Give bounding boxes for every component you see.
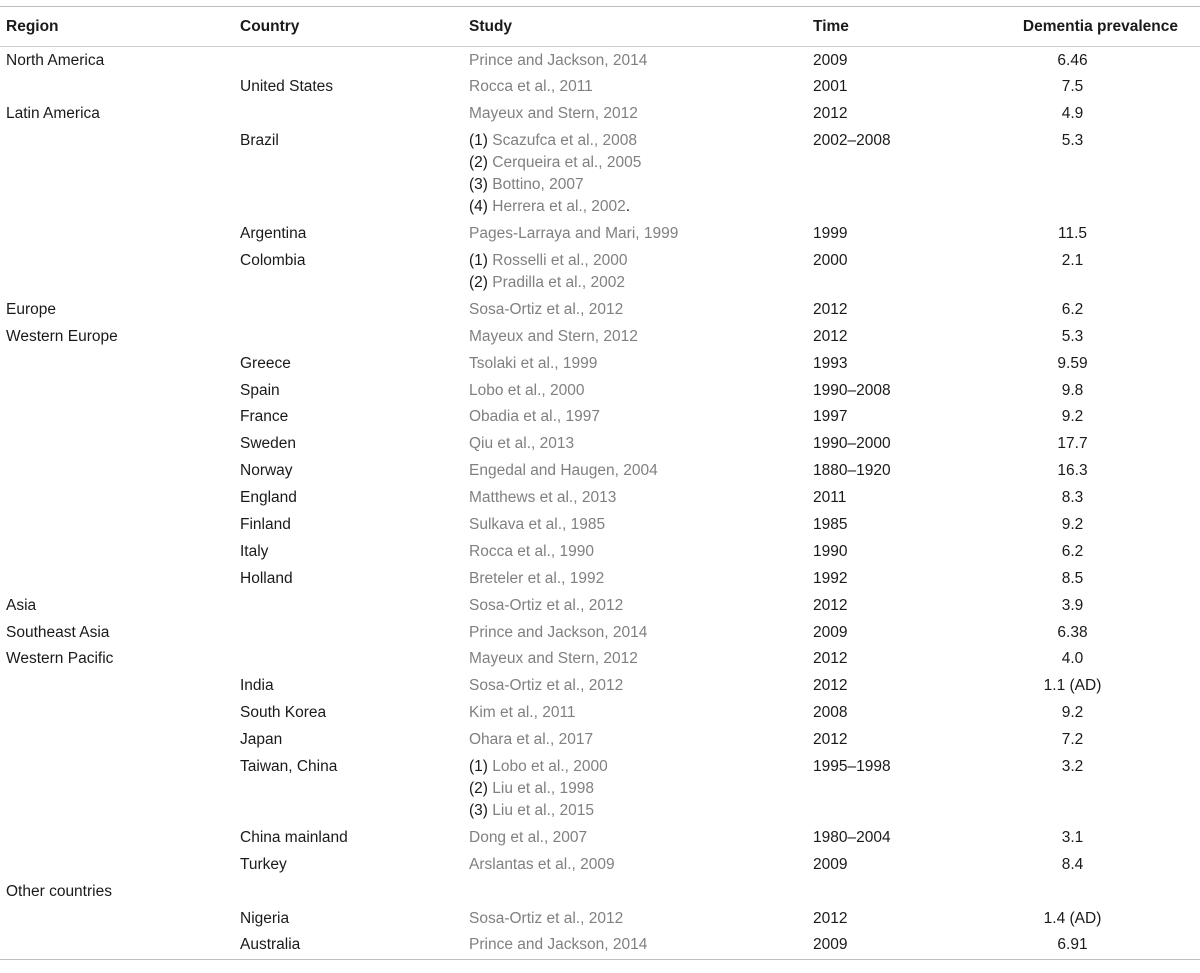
cell-study (469, 729, 813, 751)
study-citation: (1) Scazufca et al., 2008 (469, 132, 638, 150)
study-citation: (3) Bottino, 2007 (469, 176, 584, 194)
cell-study (469, 827, 813, 849)
cell-country (240, 299, 469, 321)
cell-study (469, 326, 813, 348)
cell-study (469, 541, 813, 563)
table-row (0, 753, 1200, 824)
cell-time: 1990–2008 (813, 381, 891, 399)
cell-time: 2009 (813, 936, 848, 954)
cell-country: South Korea (240, 704, 327, 722)
cell-study (469, 756, 813, 822)
cell-study (469, 380, 813, 402)
cell-prevalence: 16.3 (1057, 462, 1088, 480)
cell-region (0, 130, 240, 218)
table-row (0, 296, 1200, 323)
study-citation: Dong et al., 2007 (469, 828, 588, 846)
cell-study (469, 854, 813, 876)
header-country: Country (240, 17, 300, 35)
cell-time: 1880–1920 (813, 462, 891, 480)
cell-region (0, 223, 240, 245)
cell-country: France (240, 408, 289, 426)
table-row (0, 323, 1200, 350)
study-citation: Engedal and Haugen, 2004 (469, 462, 658, 480)
cell-study (469, 934, 813, 956)
cell-prevalence: 6.2 (1061, 542, 1084, 560)
study-citation: Mayeux and Stern, 2012 (469, 327, 638, 345)
cell-study (469, 50, 813, 72)
cell-prevalence: 7.2 (1061, 731, 1084, 749)
cell-study (469, 299, 813, 321)
cell-region (0, 854, 240, 876)
table-row (0, 128, 1200, 221)
cell-country (240, 648, 469, 670)
cell-time: 2001 (813, 78, 848, 96)
header-study: Study (469, 17, 513, 35)
study-citation: Pages-Larraya and Mari, 1999 (469, 225, 679, 243)
cell-time (813, 881, 963, 903)
cell-time: 1999 (813, 225, 848, 243)
cell-region: Southeast Asia (6, 623, 110, 641)
table-row (0, 727, 1200, 754)
cell-country (240, 622, 469, 644)
cell-region: Western Europe (6, 327, 118, 345)
cell-time: 2012 (813, 596, 848, 614)
study-citation: Arslantas et al., 2009 (469, 855, 615, 873)
study-citation: Sosa-Ortiz et al., 2012 (469, 300, 624, 318)
cell-prevalence: 8.3 (1061, 489, 1084, 507)
cell-country: Taiwan, China (240, 757, 338, 775)
cell-prevalence: 5.3 (1061, 327, 1084, 345)
cell-region (0, 541, 240, 563)
cell-time: 2012 (813, 327, 848, 345)
cell-time: 1997 (813, 408, 848, 426)
prevalence-table (0, 6, 1200, 960)
cell-country: Holland (240, 569, 293, 587)
cell-country (240, 326, 469, 348)
study-citation: Mayeux and Stern, 2012 (469, 105, 638, 123)
cell-country: United States (240, 78, 334, 96)
cell-region (0, 568, 240, 590)
table-row (0, 247, 1200, 296)
cell-study (469, 223, 813, 245)
cell-study (469, 648, 813, 670)
study-citation: Prince and Jackson, 2014 (469, 623, 648, 641)
cell-region (0, 675, 240, 697)
cell-time: 2012 (813, 677, 848, 695)
cell-region (0, 756, 240, 822)
table-row (0, 824, 1200, 851)
cell-prevalence: 9.2 (1061, 704, 1084, 722)
cell-country (240, 595, 469, 617)
cell-region (0, 353, 240, 375)
cell-prevalence: 17.7 (1057, 435, 1088, 453)
cell-study (469, 250, 813, 294)
study-citation: Lobo et al., 2000 (469, 381, 585, 399)
table-row (0, 538, 1200, 565)
cell-country: Finland (240, 515, 291, 533)
cell-study (469, 568, 813, 590)
cell-country (240, 881, 469, 903)
cell-time: 2012 (813, 650, 848, 668)
table-row (0, 878, 1200, 905)
cell-country: Colombia (240, 251, 306, 269)
study-citation: (2) Pradilla et al., 2002 (469, 273, 625, 291)
study-citation: Breteler et al., 1992 (469, 569, 605, 587)
cell-prevalence: 6.91 (1057, 936, 1088, 954)
cell-study (469, 130, 813, 218)
study-citation: Sosa-Ortiz et al., 2012 (469, 596, 624, 614)
cell-prevalence: 2.1 (1061, 251, 1084, 269)
study-citation: Sosa-Ortiz et al., 2012 (469, 909, 624, 927)
cell-region (0, 729, 240, 751)
study-citation: Rocca et al., 2011 (469, 78, 593, 96)
cell-study (469, 433, 813, 455)
cell-prevalence: 8.4 (1061, 855, 1084, 873)
cell-time: 1995–1998 (813, 757, 891, 775)
cell-country: Greece (240, 354, 291, 372)
study-citation: Sosa-Ortiz et al., 2012 (469, 677, 624, 695)
study-citation: Matthews et al., 2013 (469, 489, 617, 507)
table-row (0, 565, 1200, 592)
table-row (0, 221, 1200, 248)
cell-region: North America (6, 51, 105, 69)
study-citation: Tsolaki et al., 1999 (469, 354, 598, 372)
cell-region (0, 908, 240, 930)
cell-prevalence: 9.59 (1057, 354, 1088, 372)
cell-time: 2012 (813, 731, 848, 749)
cell-country: Japan (240, 731, 283, 749)
cell-region (0, 487, 240, 509)
cell-study (469, 908, 813, 930)
cell-prevalence: 3.1 (1061, 828, 1084, 846)
study-citation: (1) Rosselli et al., 2000 (469, 251, 628, 269)
cell-country: China mainland (240, 828, 348, 846)
cell-country: England (240, 489, 297, 507)
cell-time: 1992 (813, 569, 848, 587)
cell-prevalence: 7.5 (1061, 78, 1084, 96)
table-row (0, 619, 1200, 646)
study-citation: Kim et al., 2011 (469, 704, 576, 722)
cell-region (0, 934, 240, 956)
study-citation: Ohara et al., 2017 (469, 731, 594, 749)
study-citation: (3) Liu et al., 2015 (469, 801, 594, 819)
cell-country: Sweden (240, 435, 297, 453)
cell-country: Spain (240, 381, 280, 399)
table-row (0, 47, 1200, 74)
cell-prevalence: 9.2 (1061, 515, 1084, 533)
cell-prevalence: 4.9 (1061, 105, 1084, 123)
cell-prevalence: 9.8 (1061, 381, 1084, 399)
study-citation: Prince and Jackson, 2014 (469, 936, 648, 954)
cell-country: Australia (240, 936, 301, 954)
cell-time: 1990–2000 (813, 435, 891, 453)
table-row (0, 511, 1200, 538)
cell-study (469, 514, 813, 536)
cell-country: Turkey (240, 855, 287, 873)
cell-time: 2012 (813, 909, 848, 927)
table-row (0, 377, 1200, 404)
cell-region (0, 406, 240, 428)
table-row (0, 485, 1200, 512)
cell-country: India (240, 677, 274, 695)
study-citation: (2) Liu et al., 1998 (469, 779, 594, 797)
cell-time: 2000 (813, 251, 848, 269)
study-citation: Obadia et al., 1997 (469, 408, 600, 426)
table-row (0, 851, 1200, 878)
cell-study (469, 406, 813, 428)
cell-prevalence: 6.46 (1057, 51, 1088, 69)
cell-time: 2009 (813, 623, 848, 641)
cell-prevalence: 8.5 (1061, 569, 1084, 587)
cell-region: Asia (6, 596, 37, 614)
cell-region: Other countries (6, 882, 112, 900)
table-row (0, 932, 1200, 959)
study-citation: (4) Herrera et al., 2002. (469, 198, 631, 216)
cell-prevalence: 1.1 (AD) (1043, 677, 1102, 695)
cell-study (469, 675, 813, 697)
header-prevalence: Dementia prevalence (1022, 17, 1178, 35)
cell-prevalence: 9.2 (1061, 408, 1084, 426)
cell-prevalence: 1.4 (AD) (1043, 909, 1102, 927)
cell-time: 2012 (813, 105, 848, 123)
cell-region (0, 702, 240, 724)
cell-prevalence (963, 881, 1200, 903)
table-row (0, 458, 1200, 485)
header-region: Region (6, 17, 59, 35)
cell-time: 2002–2008 (813, 132, 891, 150)
cell-region (0, 76, 240, 98)
cell-prevalence: 3.2 (1061, 757, 1084, 775)
table-row (0, 646, 1200, 673)
cell-country: Italy (240, 542, 269, 560)
cell-study (469, 487, 813, 509)
table-row (0, 404, 1200, 431)
cell-country: Norway (240, 462, 293, 480)
cell-study (469, 702, 813, 724)
cell-time: 1985 (813, 515, 848, 533)
cell-region (0, 380, 240, 402)
study-citation: Rocca et al., 1990 (469, 542, 594, 560)
study-citation: Sulkava et al., 1985 (469, 515, 606, 533)
table-body (0, 47, 1200, 959)
cell-region: Western Pacific (6, 650, 114, 668)
table-row (0, 431, 1200, 458)
table-row (0, 905, 1200, 932)
table-row (0, 700, 1200, 727)
cell-time: 2008 (813, 704, 848, 722)
cell-prevalence: 6.2 (1061, 300, 1084, 318)
cell-time: 2009 (813, 855, 848, 873)
table-row (0, 673, 1200, 700)
table-row (0, 101, 1200, 128)
cell-study (469, 881, 813, 903)
cell-region: Europe (6, 300, 56, 318)
cell-time: 1993 (813, 354, 848, 372)
cell-country: Argentina (240, 225, 307, 243)
cell-time: 2011 (813, 489, 847, 507)
table-row (0, 74, 1200, 101)
cell-prevalence: 3.9 (1061, 596, 1084, 614)
cell-country (240, 103, 469, 125)
cell-prevalence: 11.5 (1057, 225, 1088, 243)
cell-country (240, 50, 469, 72)
cell-region (0, 433, 240, 455)
cell-study (469, 353, 813, 375)
cell-time: 1990 (813, 542, 848, 560)
study-citation: Mayeux and Stern, 2012 (469, 650, 638, 668)
cell-country: Brazil (240, 132, 279, 150)
study-citation: Qiu et al., 2013 (469, 435, 575, 453)
cell-region: Latin America (6, 105, 100, 123)
table-row (0, 350, 1200, 377)
cell-time: 2009 (813, 51, 848, 69)
table-row (0, 592, 1200, 619)
cell-region (0, 250, 240, 294)
header-time: Time (813, 17, 849, 35)
study-citation: (2) Cerqueira et al., 2005 (469, 154, 642, 172)
cell-study (469, 103, 813, 125)
cell-prevalence: 5.3 (1061, 132, 1084, 150)
cell-time: 1980–2004 (813, 828, 891, 846)
study-citation: Prince and Jackson, 2014 (469, 51, 648, 69)
cell-time: 2012 (813, 300, 848, 318)
study-citation: (1) Lobo et al., 2000 (469, 757, 608, 775)
cell-country: Nigeria (240, 909, 290, 927)
table-header (0, 7, 1200, 47)
cell-region (0, 460, 240, 482)
cell-study (469, 595, 813, 617)
cell-prevalence: 6.38 (1057, 623, 1088, 641)
cell-region (0, 514, 240, 536)
cell-study (469, 460, 813, 482)
cell-prevalence: 4.0 (1061, 650, 1084, 668)
cell-study (469, 622, 813, 644)
cell-study (469, 76, 813, 98)
cell-region (0, 827, 240, 849)
